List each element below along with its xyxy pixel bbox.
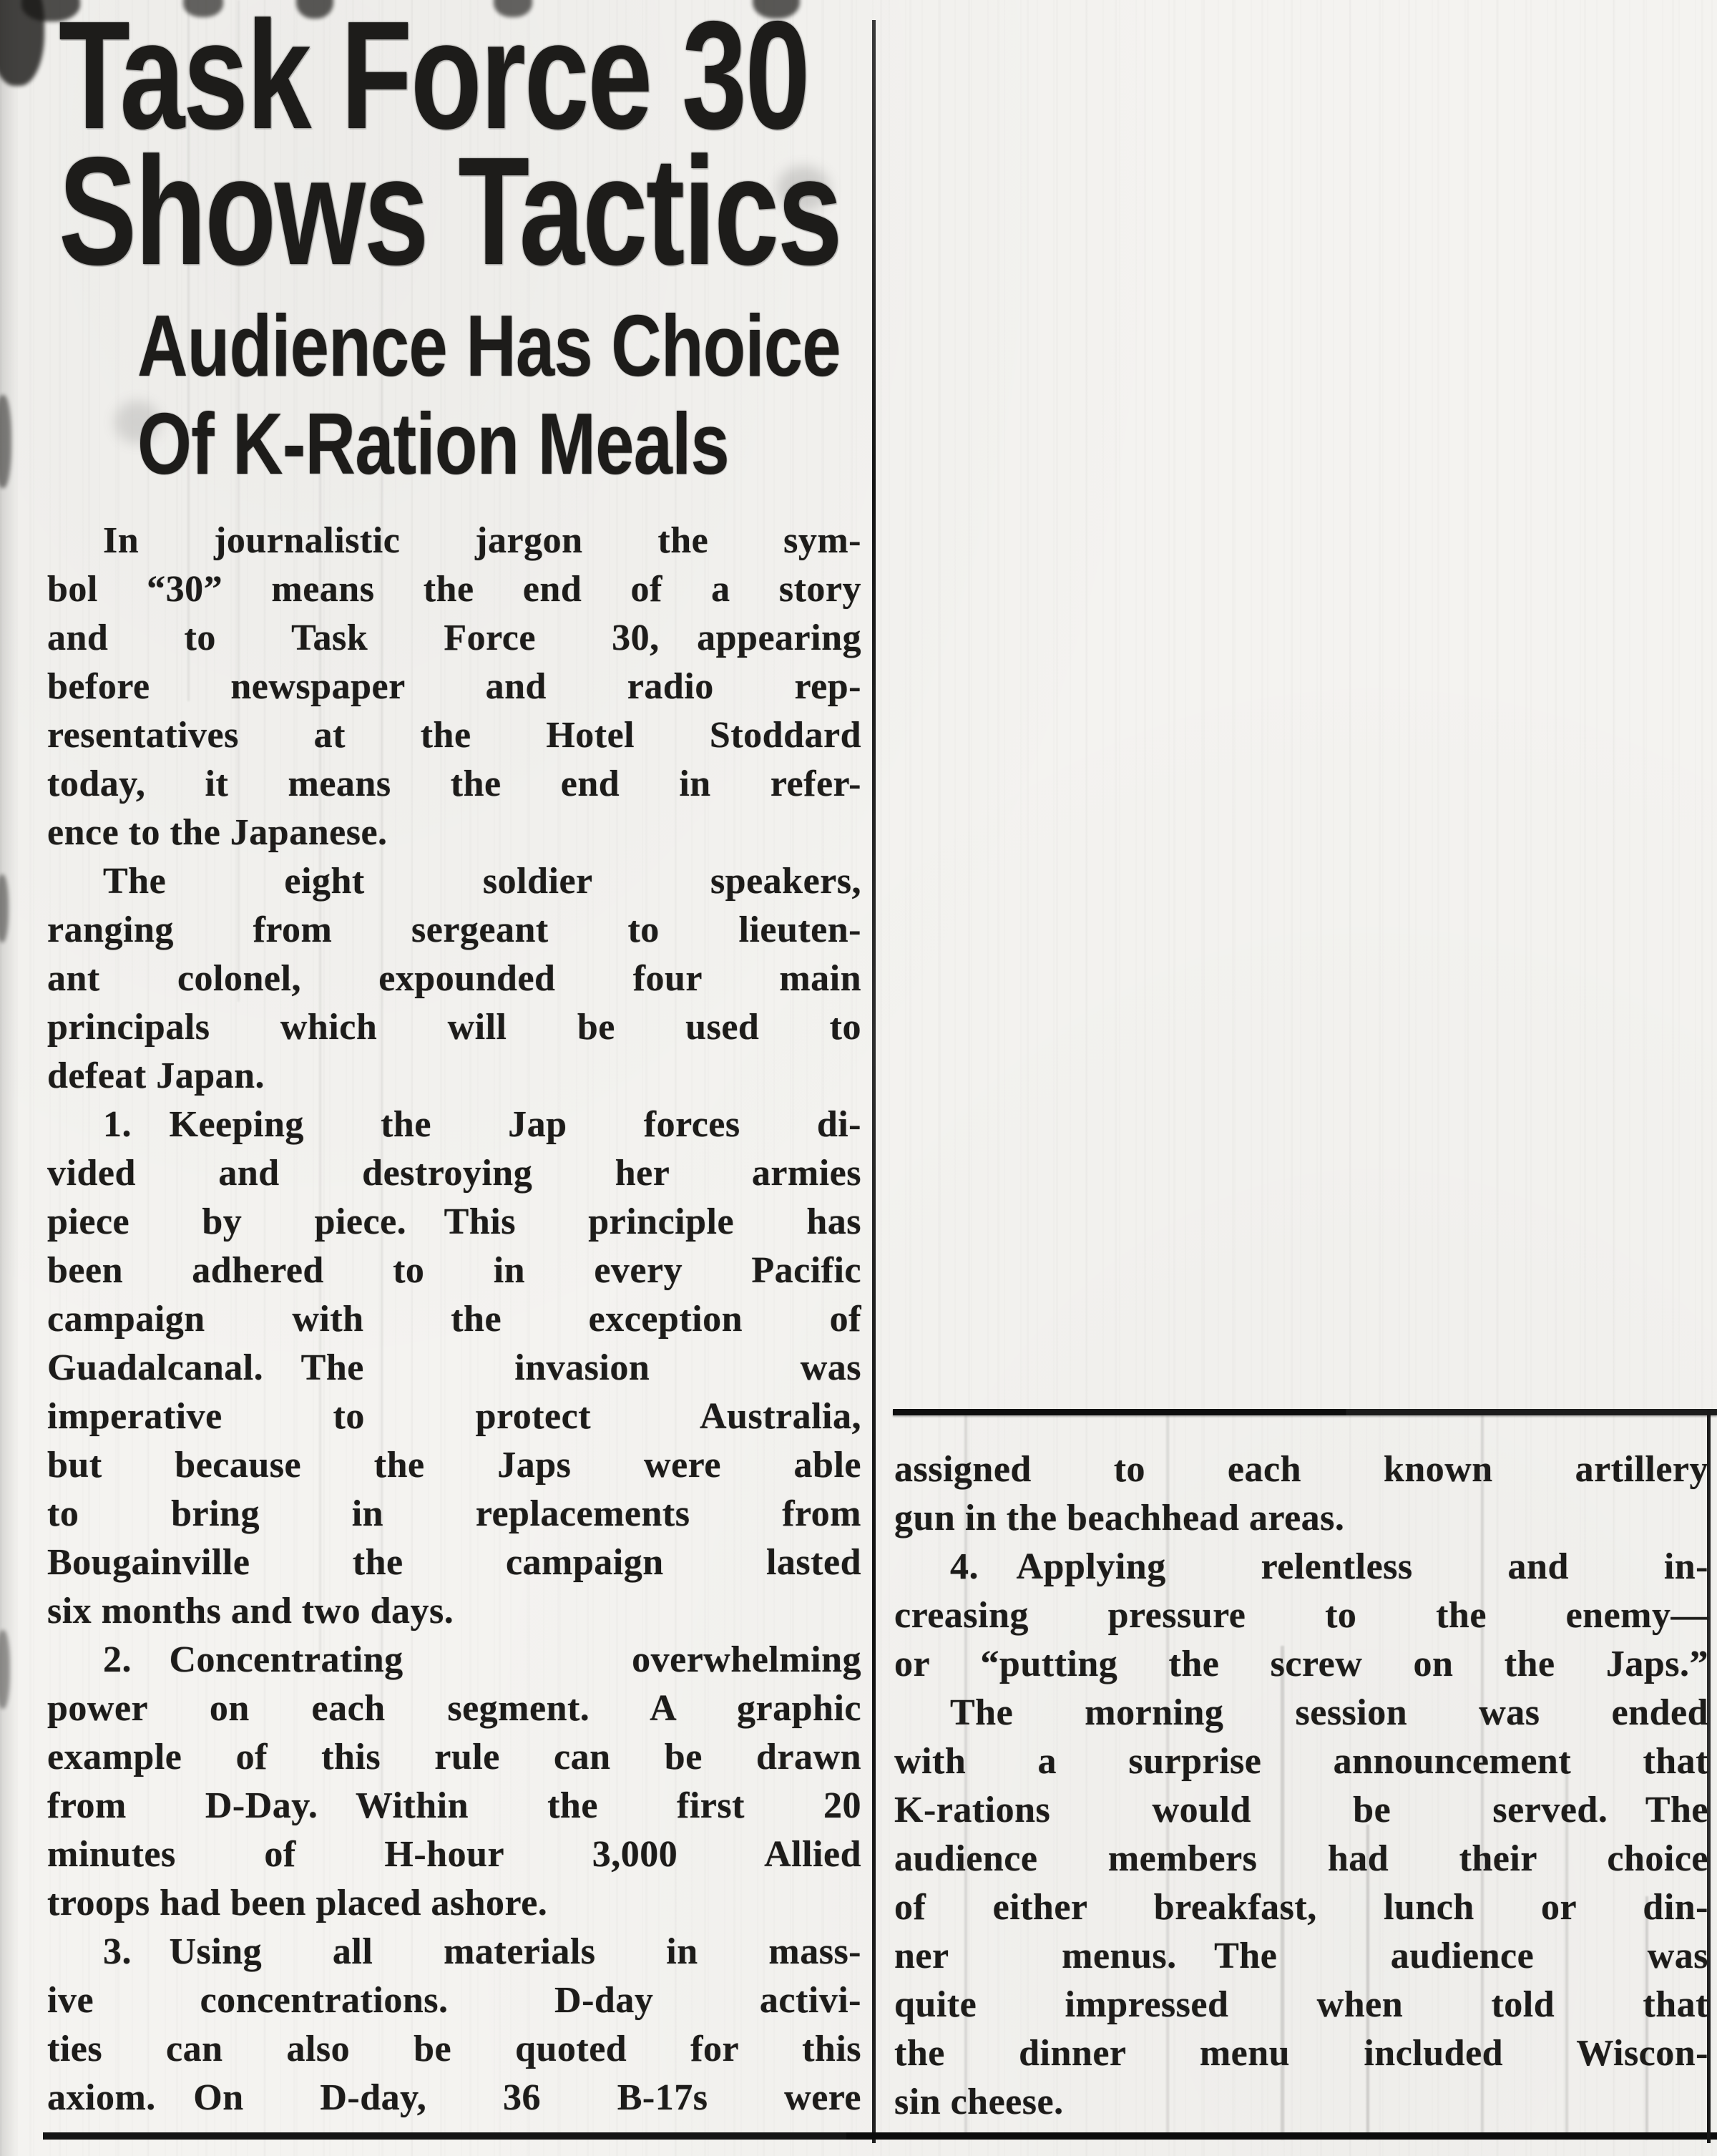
body-line: 2. Concentrating overwhelming	[103, 1639, 861, 1680]
body-line: 4. Applying relentless and in-	[950, 1546, 1708, 1587]
headline-line-2: Shows Tactics	[59, 125, 841, 297]
body-line: imperative to protect Australia,	[47, 1396, 861, 1437]
body-line: The eight soldier speakers,	[103, 861, 861, 902]
paragraph	[47, 857, 861, 1101]
subheadline-line-2: Of K-Ration Meals	[137, 395, 729, 492]
body-line: K-rations would be served. The	[894, 1790, 1708, 1830]
body-line: axiom. On D-day, 36 B-17s were	[47, 2077, 861, 2118]
body-line: principals which will be used to	[47, 1007, 861, 1048]
body-line: ranging from sergeant to lieuten-	[47, 909, 861, 950]
body-line: ties can also be quoted for this	[47, 2029, 861, 2069]
body-line: ant colonel, expounded four main	[47, 958, 861, 999]
body-line: quite impressed when told that	[894, 1984, 1708, 2025]
body-line: Guadalcanal. The invasion was	[47, 1347, 861, 1388]
body-line: gun in the beachhead areas.	[894, 1498, 1345, 1538]
body-line: but because the Japs were able	[47, 1445, 861, 1486]
body-line: 1. Keeping the Jap forces di-	[103, 1104, 861, 1145]
body-line: 3. Using all materials in mass-	[103, 1931, 861, 1972]
body-line: campaign with the exception of	[47, 1299, 861, 1340]
body-line: bol “30” means the end of a story	[47, 569, 861, 610]
body-line: minutes of H-hour 3,000 Allied	[47, 1834, 861, 1875]
headline-line-1: Task Force 30	[59, 0, 809, 161]
body-line: piece by piece. This principle has	[47, 1201, 861, 1242]
body-line: of either breakfast, lunch or din-	[894, 1887, 1708, 1928]
body-line: ence to the Japanese.	[47, 812, 388, 853]
paragraph	[47, 1101, 861, 1636]
body-line: sin cheese.	[894, 2082, 1064, 2122]
paragraph	[47, 1928, 861, 2122]
body-line: and to Task Force 30, appearing	[47, 618, 861, 658]
body-line: assigned to each known artillery	[894, 1449, 1708, 1490]
body-line: The morning session was ended	[950, 1692, 1708, 1733]
body-line: or “putting the screw on the Japs.”	[894, 1644, 1708, 1684]
body-line: ive concentrations. D-day activi-	[47, 1980, 861, 2021]
body-line: today, it means the end in refer-	[47, 764, 861, 804]
paragraph	[894, 1689, 1708, 2127]
body-line: troops had been placed ashore.	[47, 1883, 548, 1923]
body-line: creasing pressure to the enemy—	[894, 1595, 1708, 1636]
right-column-top-rule	[893, 1409, 1717, 1415]
left-column	[47, 517, 861, 2122]
headline	[59, 0, 1088, 297]
body-line: ner menus. The audience was	[894, 1936, 1708, 1976]
body-line: six months and two days.	[47, 1591, 454, 1631]
body-line: power on each segment. A graphic	[47, 1688, 861, 1729]
body-line: to bring in replacements from	[47, 1493, 861, 1534]
body-line: with a surprise announcement that	[894, 1741, 1708, 1782]
body-line: the dinner menu included Wiscon-	[894, 2033, 1708, 2074]
paragraph	[47, 1636, 861, 1928]
subheadline-line-1: Audience Has Choice	[137, 297, 841, 394]
body-line: resentatives at the Hotel Stoddard	[47, 715, 861, 756]
paragraph	[894, 1543, 1708, 1689]
subheadline	[137, 297, 1016, 493]
body-line: example of this rule can be drawn	[47, 1737, 861, 1777]
body-line: from D-Day. Within the first 20	[47, 1785, 861, 1826]
bottom-rule	[43, 2132, 1717, 2140]
body-line: Bougainville the campaign lasted	[47, 1542, 861, 1583]
body-line: before newspaper and radio rep-	[47, 666, 861, 707]
body-line: defeat Japan.	[47, 1055, 265, 1096]
body-line: In journalistic jargon the sym-	[103, 520, 861, 561]
body-line: audience members had their choice	[894, 1838, 1708, 1879]
paragraph	[47, 517, 861, 857]
paragraph	[894, 1445, 1708, 1543]
body-line: been adhered to in every Pacific	[47, 1250, 861, 1291]
right-column	[894, 1445, 1708, 2127]
scan-artifact	[0, 0, 19, 2156]
body-line: vided and destroying her armies	[47, 1153, 861, 1194]
